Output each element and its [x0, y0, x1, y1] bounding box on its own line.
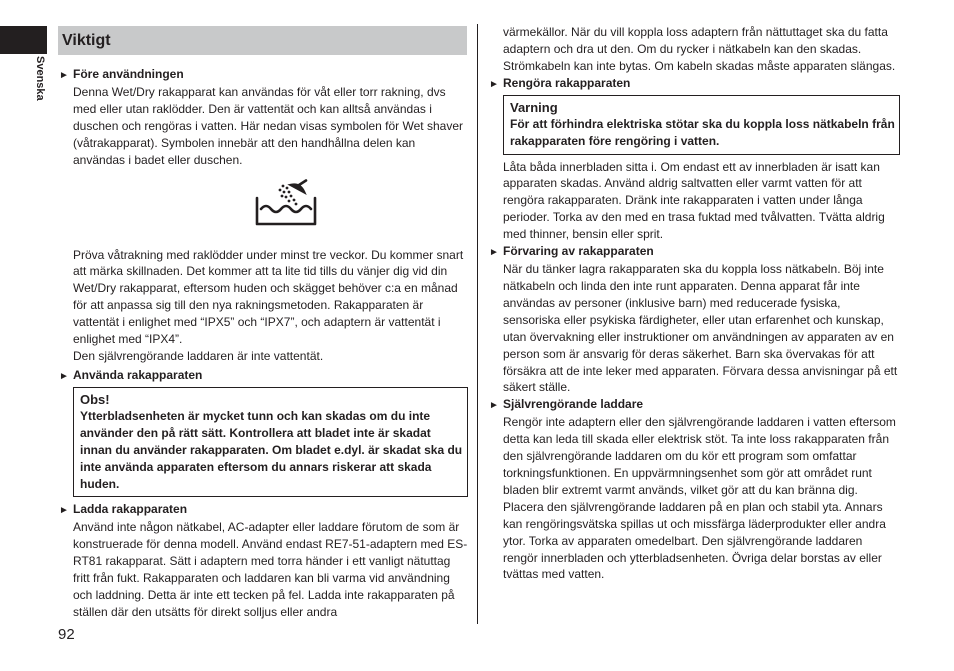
storage-body: [488, 261, 900, 396]
right-column: [488, 24, 900, 583]
storage-heading: [488, 243, 900, 261]
obs-notice-box: [73, 387, 468, 498]
charger-paragraph-2: Placera den självrengörande laddaren på en plan och stabil yta. Annars kan rengöringsvätska spillas ut och missfärga läderprodukter eller andra ytor. Torka av apparaten omedelbart. Den självrengörande laddaren rengör innerbladen och ytterbladsenheten. Övriga delar borstas av eller tvättas med vatten.: [503, 499, 886, 582]
charging-paragraph: Använd inte någon nätkabel, AC-adapter eller laddare förutom de som är konstruerade för denna modell. Använd endast RE7-51-adaptern med ES-RT81 rakapparat. Sätt i adaptern med torra händer i ett vanligt nätuttag fritt från fukt. Rakapparaten och laddaren kan bli varma vid användning och laddning. Detta är inte ett tecken på fel. Ladda inte rakapparaten på ställen där den utsätts för direkt solljus eller andra: [73, 520, 468, 619]
before-use-paragraph-3: Den självrengörande laddaren är inte vattentät.: [73, 348, 324, 363]
continued-body: [488, 24, 900, 75]
warning-notice-box: [503, 95, 900, 155]
charger-title: Självrengörande laddare: [503, 397, 644, 412]
shower-bath-icon: [255, 179, 315, 229]
warning-notice-text: För att förhindra elektriska stötar ska du koppla loss nätkabeln från rakapparaten före rengöring i vatten.: [510, 116, 895, 148]
language-side-label: Svenska: [34, 56, 46, 101]
before-use-paragraph: Denna Wet/Dry rakapparat kan användas för våt eller torr rakning, dvs med eller utan raklödder. Den är vattentät och kan alltså användas i duschen och rengöras i vatten. Här nedan visas symbolen för Wet shaver (våtrakapparat). Symbolen innebär att den handhållna delen kan användas i badet eller duschen.: [73, 85, 463, 167]
obs-notice-text: Ytterbladsenheten är mycket tunn och kan skadas om du inte använder den på rätt sätt. Kontrollera att bladet inte är skadat innan du använder rakapparaten. Om bladet e.dyl. är skadat ska du inte använda apparaten eftersom du annars riskerar att skada huden.: [80, 408, 463, 491]
section-heading: Viktigt: [58, 26, 467, 55]
arrow-bullet-icon: ►: [59, 505, 69, 517]
column-divider: [477, 24, 478, 624]
before-use-heading: [58, 66, 468, 84]
charger-paragraph: Rengör inte adaptern eller den självrengörande laddaren i vatten eftersom detta kan leda till skada eller elektrisk stöt. Ta inte loss rakapparaten från den självrengörande laddaren om du kör ett program som omfattar torkningsfunktionen. En uppvärmningsenhet som gör att området runt bladen blir extremt varmt används, vilket gör att du kan bränna dig.: [503, 415, 896, 497]
arrow-bullet-icon: ►: [59, 370, 69, 382]
charging-heading: [58, 501, 468, 519]
warning-notice-title: Varning: [510, 99, 558, 115]
charger-heading: [488, 396, 900, 414]
using-heading: [58, 367, 468, 385]
cleaning-paragraph: Låta båda innerbladen sitta i. Om endast ett av innerbladen är isatt kan apparaten skadas. Använd aldrig saltvatten eller varmt vatten för att rengöra rakapparaten. Dränk inte rakapparaten i vatten under långa perioder. Torka av den med en trasa fuktad med tvålvatten. Tvätta aldrig med thinner, bensin eller sprit.: [503, 159, 885, 242]
charger-body: [488, 414, 900, 583]
arrow-bullet-icon: ►: [489, 78, 499, 90]
arrow-bullet-icon: ►: [489, 400, 499, 412]
cleaning-title: Rengöra rakapparaten: [503, 75, 631, 90]
charging-body: [58, 519, 468, 620]
continued-paragraph: värmekällor. När du vill koppla loss adaptern från nättuttaget ska du fatta adaptern och dra ut den. Om du rycker i nätkabeln kan den skadas. Strömkabeln kan inte bytas. Om kabeln skadas måste apparaten slängas.: [503, 25, 896, 73]
obs-notice-title: Obs!: [80, 391, 110, 407]
before-use-paragraph-2: Pröva våtrakning med raklödder under minst tre veckor. Du kommer snart att märka skillnaden. Det kommer att ta lite tid tills du vänjer dig vid din Wet/Dry rakapparat, eftersom huden och skägget behöver c:a en månad för att anpassa sig till den nya rakningsmetoden. Rakapparaten är vattentät i enlighet med “IPX5” och “IPX7”, och adaptern är vattentät i enlighet med “IPX4”.: [73, 247, 464, 347]
page-number: 92: [58, 626, 75, 643]
cleaning-heading: [488, 75, 900, 93]
cleaning-body: [488, 159, 900, 244]
charging-title: Ladda rakapparaten: [73, 502, 188, 517]
left-column: [58, 66, 468, 621]
before-use-body: [58, 84, 468, 365]
language-tab-marker: [0, 26, 47, 54]
arrow-bullet-icon: ►: [489, 247, 499, 259]
before-use-title: Före användningen: [73, 67, 184, 81]
arrow-bullet-icon: ►: [59, 70, 69, 81]
storage-paragraph: När du tänker lagra rakapparaten ska du koppla loss nätkabeln. Böj inte nätkabeln och linda den inte runt apparaten. Denna apparat får inte användas av personer (inklusive barn) med reducerade fysiska, sensoriska eller psykiska färdigheter, eller utan erfarenhet och kunskap, utan övervakning eller instruktioner om användningen av apparaten av en person som är ansvarig för deras säkerhet. Barn ska övervakas för att försäkra att de inte leker med apparaten. Förvara dessa anvisningar på ett säkert ställe.: [503, 262, 898, 395]
storage-title: Förvaring av rakapparaten: [503, 244, 654, 259]
using-title: Använda rakapparaten: [73, 367, 203, 382]
